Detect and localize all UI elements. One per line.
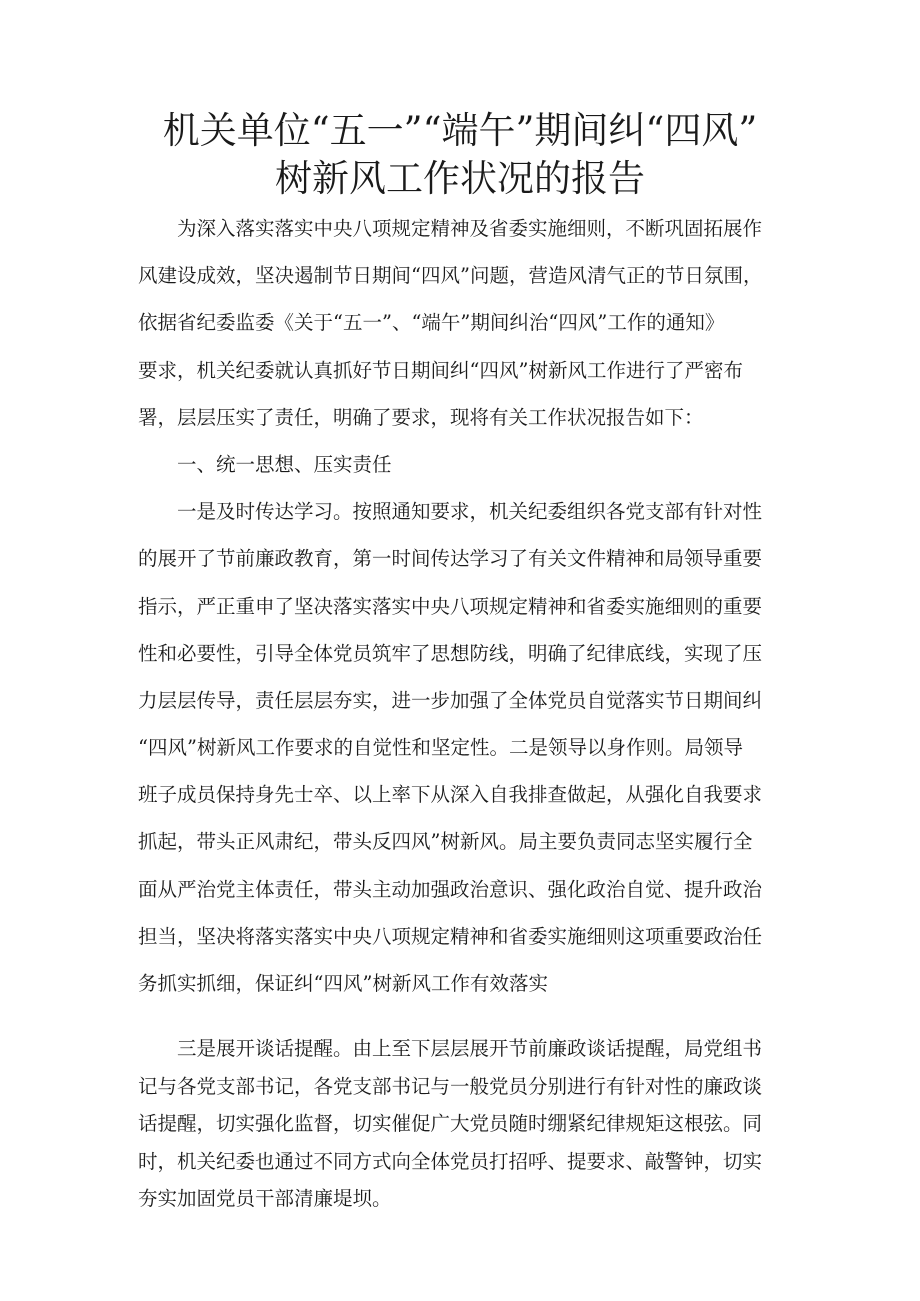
text-line: 班子成员保持身先士卒、以上率下从深入自我排查做起，从强化自我要求 [138, 783, 763, 807]
text-line: 记与各党支部书记，各党支部书记与一般党员分别进行有针对性的廉政谈 [138, 1074, 763, 1098]
text-line: “四风”树新风工作要求的自觉性和坚定性。二是领导以身作则。局领导 [138, 736, 743, 760]
text-line: 担当，坚决将落实落实中央八项规定精神和省委实施细则这项重要政治任 [138, 924, 763, 948]
text-line: 要求，机关纪委就认真抓好节日期间纠“四风”树新风工作进行了严密布 [138, 358, 743, 382]
document-title-line-2: 树新风工作状况的报告 [275, 157, 645, 200]
text-line: 风建设成效，坚决遏制节日期间“四风”问题，营造风清气正的节日氛围， [138, 264, 763, 288]
text-line: 抓起，带头正风肃纪，带头反四风”树新风。局主要负责同志坚实履行全 [138, 830, 753, 854]
text-line: 务抓实抓细，保证纠“四风”树新风工作有效落实 [138, 972, 548, 995]
text-line: 夯实加固党员干部清廉堤坝。 [138, 1187, 392, 1210]
text-line: 依据省纪委监委《关于“五一”、“端午”期间纠治“四风”工作的通知》 [138, 311, 725, 335]
text-line: 时，机关纪委也通过不同方式向全体党员打招呼、提要求、敲警钟，切实 [138, 1149, 763, 1173]
document-title-line-1: 机关单位“五一”“端午”期间纠“四风” [162, 109, 758, 152]
text-line: 为深入落实落实中央八项规定精神及省委实施细则，不断巩固拓展作 [138, 217, 763, 240]
text-line: 面从严治党主体责任，带头主动加强政治意识、强化政治自觉、提升政治 [138, 877, 763, 901]
section-heading: 一、统一思想、压实责任 [138, 452, 392, 476]
text-line: 指示，严正重申了坚决落实落实中央八项规定精神和省委实施细则的重要 [138, 594, 763, 618]
document-body-second-paragraph [138, 1030, 788, 1218]
text-line: 署，层层压实了责任，明确了要求，现将有关工作状况报告如下： [138, 405, 704, 429]
text-line: 一是及时传达学习。按照通知要求，机关纪委组织各党支部有针对性 [138, 500, 763, 524]
text-line: 的展开了节前廉政教育，第一时间传达学习了有关文件精神和局领导重要 [138, 547, 763, 571]
document-body [138, 205, 788, 1007]
text-line: 话提醒，切实强化监督，切实催促广大党员随时绷紧纪律规矩这根弦。同 [138, 1112, 763, 1135]
text-line: 力层层传导，责任层层夯实，进一步加强了全体党员自觉落实节日期间纠 [138, 688, 763, 712]
text-line: 三是展开谈话提醒。由上至下层层展开节前廉政谈话提醒，局党组书 [138, 1037, 763, 1060]
text-line: 性和必要性，引导全体党员筑牢了思想防线，明确了纪律底线，实现了压 [138, 641, 763, 665]
